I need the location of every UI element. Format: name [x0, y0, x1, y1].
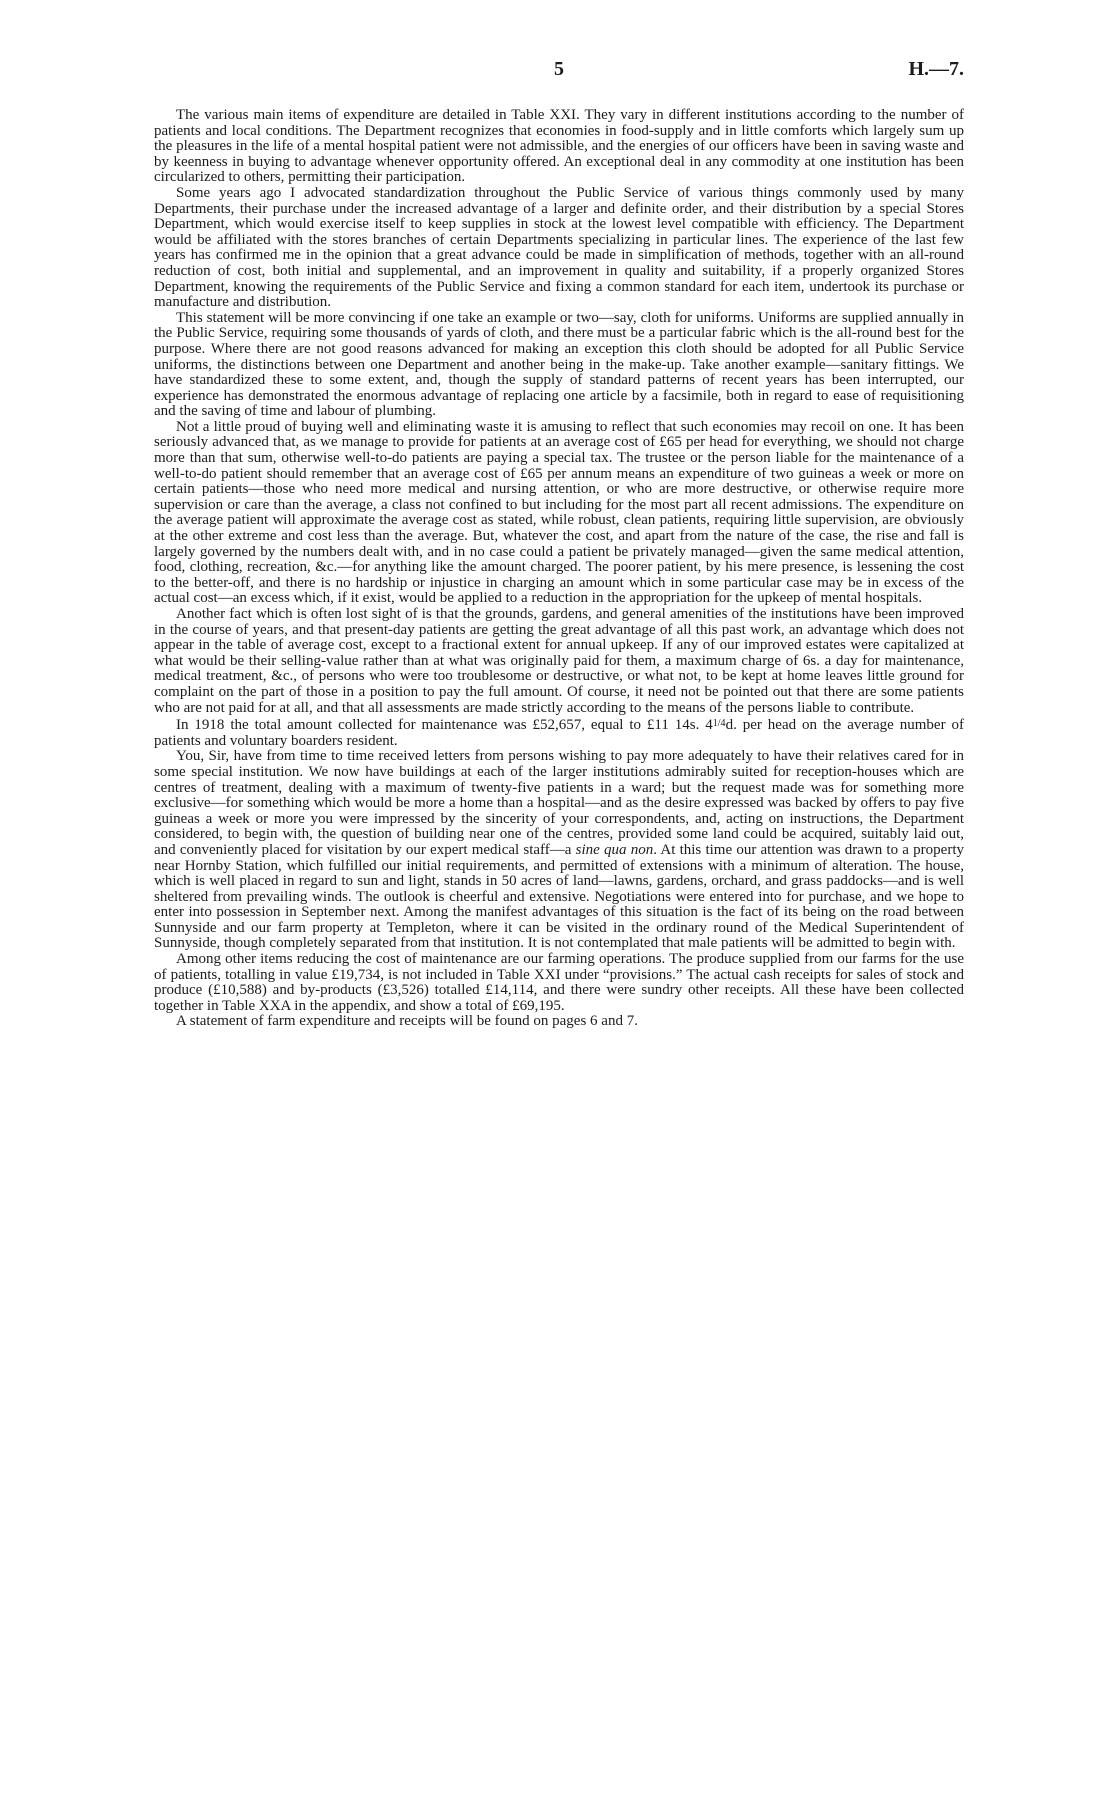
paragraph-maintenance-collected-text: In 1918 the total amount collected for maintenance was £52,657, equal to £11 14s. 4	[176, 717, 713, 734]
paragraph-stores-standardization: Some years ago I advocated standardization throughout the Public Service of various things commonly used by many Departments, their purchase under the increased advantage of a larger and definite order, and their distribution by a special Stores Department, which would exercise itself to keep supplies in stock at the lowest level compatible with efficiency. The Department would be affiliated with the stores branches of certain Departments specializing in particular lines. The experience of the last few years has confirmed me in the opinion that a great advance could be made in simplification of methods, together with an all-round reduction of cost, both initial and supplemental, and an improvement in quality and suitability, if a properly organized Stores Department, knowing the requirements of the Public Service and fixing a common standard for each item, undertook its purchase or manufacture and distribution.	[154, 184, 964, 311]
fraction-quarter: 1/4	[712, 718, 726, 730]
paragraph-special-institution-text: You, Sir, have from time to time received letters from persons wishing to pay more adequately to have their relatives cared for in some special institution. We now have buildings at each of the larger institutions admirably suited for reception-houses which are centres of treatment, dealing with a maximum of twenty-five patients in a ward; but the request made was for something more exclusive—for something which would be more a home than a hospital—and as the desire expressed was backed by offers to pay five guineas a week or more you were impressed by the sincerity of your correspondents, and, acting on instructions, the Department considered, to begin with, the question of building near one of the centres, provided some land could be acquired, suitably laid out, and conveniently placed for visitation by our expert medical staff—a	[154, 748, 964, 858]
paragraph-expenditure-items: The various main items of expenditure are detailed in Table XXI. They vary in different institutions according to the number of patients and local conditions. The Department recognizes that economies in food-supply and in little comforts which largely sum up the pleasures in the life of a mental hospital patient were not admissible, and the energies of our officers have been in saving waste and by keenness in buying to advantage whenever opportunity offered. An exceptional deal in any commodity at one institution has been circularized to others, permitting their participation.	[154, 107, 964, 186]
paragraph-farm-statement: A statement of farm expenditure and receipts will be found on pages 6 and 7.	[176, 1013, 638, 1030]
latin-phrase: sine qua non	[575, 841, 654, 858]
paragraph-uniforms-example: This statement will be more convincing if one take an example or two—say, cloth for uniforms. Uniforms are supplied annually in the Public Service, requiring some thousands of yards of cloth, and there must be a particular fabric which is the all-round best for the purpose. Where there are not good reasons advanced for making an exception this cloth should be adopted for all Public Service uniforms, the distinctions between one Department and another being in the make-up. Take another example—sanitary fittings. We have standardized these to some extent, and, though the supply of standard patterns of recent years has been interrupted, our experience has demonstrated the enormous advantage of replacing one article by a facsimile, both in regard to ease of requisitioning and the saving of time and labour of plumbing.	[154, 309, 964, 420]
body-text	[154, 108, 964, 1030]
paragraph-special-institution-text-end: . At this time our attention was drawn to a property near Hornby Station, which fulfilled our initial requirements, and permitted of extensions with a minimum of alteration. The house, which is well placed in regard to sun and light, stands in 50 acres of land—lawns, gardens, orchard, and grass paddocks—and is well sheltered from prevailing winds. The outlook is cheerful and extensive. Negotiations were entered into for purchase, and we hope to enter into possession in September next. Among the manifest advantages of this situation is the fact of its being on the road between Sunnyside and our farm property at Templeton, where it can be visited in the ordinary round of the Medical Superintendent of Sunnyside, though completely separated from that institution. It is not contemplated that male patients will be admitted to begin with.	[154, 841, 964, 952]
page-header	[154, 58, 964, 88]
paragraph-maintenance-cost: Not a little proud of buying well and eliminating waste it is amusing to reflect that such economies may recoil on one. It has been seriously advanced that, as we manage to provide for patients at an average cost of £65 per head for everything, we should not charge more than that sum, otherwise well-to-do patients are paying a special tax. The trustee or the person liable for the maintenance of a well-to-do patient should remember that an average cost of £65 per annum means an expenditure of two guineas a week or more on certain patients—those who need more medical and nursing attention, or who are more destructive, or otherwise require more supervision or care than the average, a class not confined to but including for the most part all recent admissions. The expenditure on the average patient will approximate the average cost as stated, while robust, clean patients, requiring little supervision, are obviously at the other extreme and cost less than the average. But, whatever the cost, and apart from the nature of the case, the rise and fall is largely governed by the numbers dealt with, and in no case could a patient be privately managed—given the same medical attention, food, clothing, recreation, &c.—for anything like the amount charged. The poorer patient, by his mere presence, is lessening the cost to the better-off, and there is no hardship or injustice in charging an amount which in some particular case may be in excess of the actual cost—an excess which, if it exist, would be applied to a reduction in the appropriation for the upkeep of mental hospitals.	[154, 418, 964, 607]
paragraph-maintenance-collected-text-end: d. per head on the average number of patients and voluntary boarders resident.	[154, 717, 964, 749]
page-number: 5	[554, 58, 564, 80]
paragraph-farming-operations: Among other items reducing the cost of maintenance are our farming operations. The produce supplied from our farms for the use of patients, totalling in value £19,734, is not included in Table XXI under “provisions.” The actual cash receipts for sales of stock and produce (£10,588) and by-products (£3,526) totalled £14,114, and there were sundry other receipts. All these have been collected together in Table XXA in the appendix, and show a total of £69,195.	[154, 951, 964, 1014]
document-reference: H.—7.	[908, 58, 964, 80]
paragraph-grounds-amenities: Another fact which is often lost sight of is that the grounds, gardens, and general amenities of the institutions have been improved in the course of years, and that present-day patients are getting the great advantage of all this past work, an advantage which does not appear in the table of average cost, except to a fractional extent for annual upkeep. If any of our improved estates were capitalized at what would be their selling-value rather than at what was originally paid for them, a maximum charge of 6s. a day for maintenance, medical treatment, &c., of persons who were too troublesome or destructive, or what not, to be kept at home leaves little ground for complaint on the part of those in a position to pay the full amount. Of course, it need not be pointed out that there are some patients who are not paid for at all, and that all assessments are made strictly according to the means of the persons liable to contribute.	[154, 606, 964, 716]
paragraph-special-institution	[154, 749, 964, 952]
paragraph-maintenance-collected	[154, 716, 964, 749]
